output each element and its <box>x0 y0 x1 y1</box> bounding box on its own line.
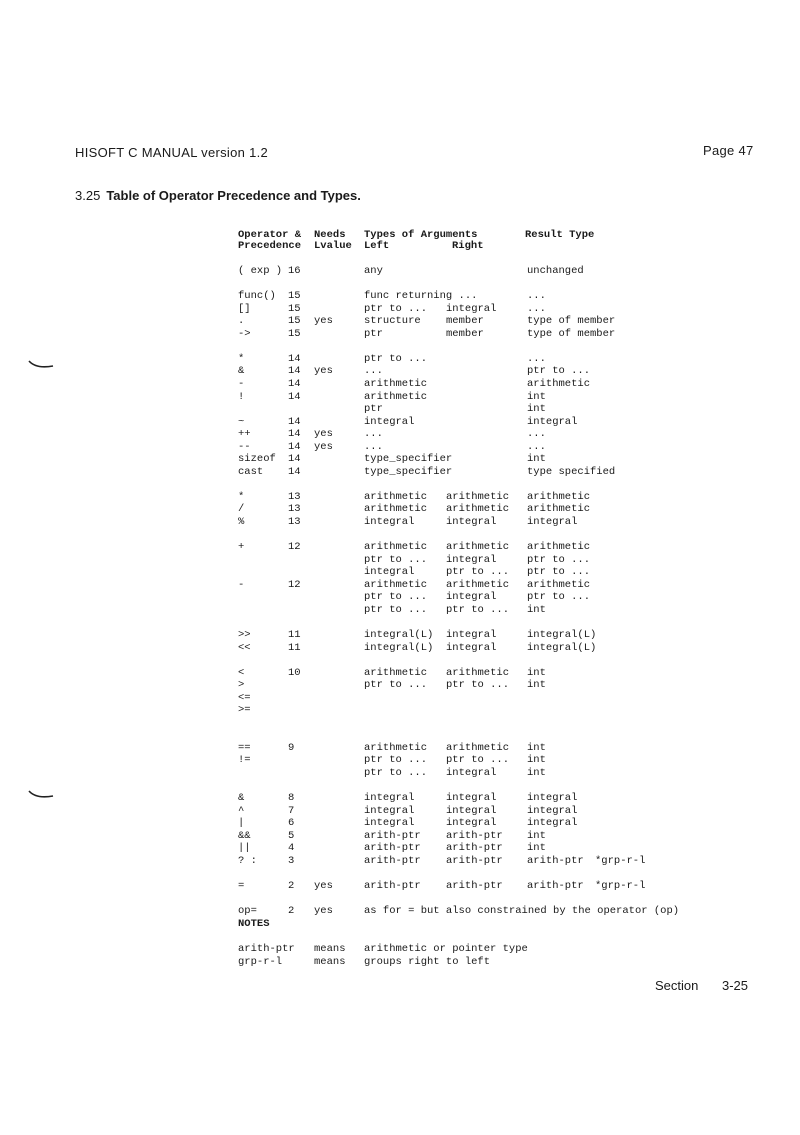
table-row <box>0 830 800 843</box>
table-row <box>0 365 800 378</box>
left-type-cell: ptr to ... <box>364 591 428 604</box>
result-type-cell: type specified <box>527 465 616 478</box>
operator-cell: ++ <box>238 428 251 441</box>
result-type-cell: integral(L) <box>527 628 597 641</box>
result-type-cell: int <box>527 453 546 466</box>
lvalue-cell: yes <box>314 428 333 441</box>
right-type-cell: arithmetic <box>446 578 510 591</box>
precedence-cell: 14 <box>288 428 301 441</box>
result-type-cell: type of member <box>527 315 616 328</box>
operator-cell: = <box>238 879 245 892</box>
right-type-cell: integral <box>446 628 497 641</box>
right-type-cell: integral <box>446 641 497 654</box>
right-type-cell: ptr to ... <box>446 754 510 767</box>
precedence-cell: 15 <box>288 290 301 303</box>
operator-cell: op= <box>238 905 257 918</box>
table-row <box>0 303 800 316</box>
precedence-cell: 3 <box>288 854 295 867</box>
margin-mark <box>28 790 54 800</box>
precedence-cell: 7 <box>288 804 295 817</box>
left-type-cell: integral <box>364 516 415 528</box>
header-operator: Operator & <box>238 229 302 241</box>
table-row <box>0 792 800 805</box>
table-row <box>0 817 800 830</box>
table-row <box>0 516 800 529</box>
operator-cell: cast <box>238 465 264 478</box>
result-type-cell: arith-ptr <box>527 879 584 892</box>
header-left: Left <box>364 240 390 252</box>
right-type-cell: arithmetic <box>446 503 510 516</box>
notes-heading: NOTES <box>238 918 270 930</box>
operator-cell: & <box>238 792 245 805</box>
left-type-cell: arith-ptr <box>364 879 421 892</box>
left-type-cell: integral <box>364 817 415 830</box>
right-type-cell: ptr to ... <box>446 566 510 579</box>
table-row <box>0 315 800 328</box>
left-type-cell: integral(L) <box>364 628 434 641</box>
result-type-cell: arith-ptr <box>527 854 584 867</box>
lvalue-cell: yes <box>314 365 333 378</box>
operator-cell: / <box>238 503 245 516</box>
result-type-cell: ... <box>527 290 546 303</box>
result-type-cell: type of member <box>527 327 616 340</box>
result-type-cell: int <box>527 754 546 767</box>
lvalue-cell: yes <box>314 315 333 328</box>
left-type-cell: ptr to ... <box>364 767 428 779</box>
table-row <box>0 855 800 868</box>
section-title: Table of Operator Precedence and Types. <box>106 188 361 203</box>
left-type-cell: func returning ... <box>364 290 478 303</box>
result-type-cell: integral <box>527 817 578 830</box>
table-row <box>0 880 800 893</box>
operator-cell: * <box>238 352 245 365</box>
left-type-cell: ptr to ... <box>364 603 428 616</box>
table-row <box>0 416 800 429</box>
right-type-cell: integral <box>446 767 497 779</box>
precedence-cell: 4 <box>288 842 295 855</box>
precedence-cell: 5 <box>288 829 295 842</box>
result-type-cell: int <box>527 603 546 616</box>
table-row <box>0 428 800 441</box>
result-type-cell: unchanged <box>527 265 584 277</box>
operator-cell: -> <box>238 327 251 340</box>
result-type-cell: ... <box>527 302 546 315</box>
left-type-cell: integral <box>364 566 415 579</box>
margin-mark <box>28 360 54 370</box>
table-row <box>0 905 800 918</box>
operator-cell: ~ <box>238 415 245 428</box>
table-row <box>0 466 800 479</box>
header-types: Types of Arguments <box>364 229 478 241</box>
note-term: grp-r-l <box>238 955 283 968</box>
right-type-cell: arith-ptr <box>446 842 503 855</box>
table-row <box>0 604 800 617</box>
operator-cell: - <box>238 377 245 390</box>
left-type-cell: arithmetic <box>364 503 428 516</box>
note-term: arith-ptr <box>238 943 295 955</box>
table-row <box>0 667 800 680</box>
operator-cell: >> <box>238 628 251 641</box>
precedence-cell: 11 <box>288 641 301 654</box>
operator-cell: -- <box>238 440 251 453</box>
right-type-cell: member <box>446 327 484 340</box>
table-row <box>0 591 800 604</box>
table-row <box>0 491 800 504</box>
note-def: groups right to left <box>364 955 491 968</box>
table-row <box>0 629 800 642</box>
left-type-cell: ptr <box>364 403 383 416</box>
result-type-cell: integral(L) <box>527 641 597 654</box>
left-type-cell: arithmetic <box>364 377 428 390</box>
result-type-cell: integral <box>527 792 578 805</box>
precedence-cell: 13 <box>288 516 301 528</box>
table-row <box>0 290 800 303</box>
right-type-cell: arithmetic <box>446 666 510 679</box>
precedence-cell: 12 <box>288 578 301 591</box>
table-row <box>0 679 800 692</box>
left-type-cell: arithmetic <box>364 666 428 679</box>
left-type-cell: any <box>364 265 383 277</box>
result-type-cell: arithmetic <box>527 541 591 554</box>
table-row <box>0 265 800 278</box>
operator-cell: ? : <box>238 854 257 867</box>
left-type-cell: ptr to ... <box>364 679 428 692</box>
right-type-cell: integral <box>446 792 497 805</box>
right-type-cell: integral <box>446 302 497 315</box>
header-right: Right <box>452 240 484 252</box>
lvalue-cell: yes <box>314 905 333 918</box>
precedence-cell: 14 <box>288 453 301 466</box>
table-row <box>0 391 800 404</box>
result-type-cell: ptr to ... <box>527 365 591 378</box>
result-type-cell: ptr to ... <box>527 591 591 604</box>
operator-cell: [] <box>238 302 251 315</box>
table-row <box>0 403 800 416</box>
right-type-cell: integral <box>446 553 497 566</box>
precedence-cell: 14 <box>288 365 301 378</box>
result-type-cell: integral <box>527 516 578 528</box>
footer-section-number: 3-25 <box>722 978 749 993</box>
result-type-cell: ptr to ... <box>527 566 591 579</box>
left-type-cell: ptr to ... <box>364 754 428 767</box>
left-type-cell: ... <box>364 365 383 378</box>
table-row <box>0 704 800 717</box>
header-result: Result Type <box>525 229 595 241</box>
left-type-cell: integral <box>364 415 415 428</box>
table-row <box>0 503 800 516</box>
left-type-cell: ptr to ... <box>364 352 428 365</box>
right-type-cell: integral <box>446 817 497 830</box>
table-row <box>0 642 800 655</box>
table-row <box>0 566 800 579</box>
operator-cell: . <box>238 315 245 328</box>
operator-cell: ( exp ) <box>238 265 283 277</box>
right-type-cell: integral <box>446 804 497 817</box>
left-type-cell: ptr <box>364 327 383 340</box>
operator-cell: > <box>238 679 245 692</box>
result-type-cell: ptr to ... <box>527 553 591 566</box>
precedence-cell: 14 <box>288 390 301 403</box>
precedence-cell: 15 <box>288 302 301 315</box>
operator-cell: >= <box>238 704 251 717</box>
table-row <box>0 541 800 554</box>
result-type-cell: integral <box>527 415 578 428</box>
right-type-cell: arith-ptr <box>446 854 503 867</box>
left-type-cell: arithmetic <box>364 578 428 591</box>
table-row <box>0 328 800 341</box>
lvalue-cell: yes <box>314 440 333 453</box>
note-means: means <box>314 943 346 955</box>
result-type-cell: arithmetic <box>527 578 591 591</box>
precedence-cell: 14 <box>288 415 301 428</box>
right-type-cell: arith-ptr <box>446 829 503 842</box>
left-type-cell: structure <box>364 315 421 328</box>
right-type-cell: arithmetic <box>446 490 510 503</box>
result-type-cell: int <box>527 741 546 754</box>
left-type-cell: type_specifier <box>364 465 453 478</box>
operator-cell: < <box>238 666 245 679</box>
table-row <box>0 353 800 366</box>
precedence-cell: 13 <box>288 490 301 503</box>
operator-cell: == <box>238 741 251 754</box>
operator-cell: <= <box>238 691 251 704</box>
left-type-cell: ptr to ... <box>364 302 428 315</box>
result-type-cell: arithmetic <box>527 503 591 516</box>
operator-cell: && <box>238 829 251 842</box>
precedence-cell: 2 <box>288 879 295 892</box>
precedence-cell: 14 <box>288 440 301 453</box>
precedence-cell: 8 <box>288 792 295 805</box>
result-type-cell: ... <box>527 440 546 453</box>
right-type-cell: arithmetic <box>446 741 510 754</box>
result-type-cell: int <box>527 666 546 679</box>
operator-cell: + <box>238 541 245 554</box>
left-type-cell: arith-ptr <box>364 854 421 867</box>
result-type-cell: int <box>527 842 546 855</box>
left-type-cell: as for = but also constrained by the operator (op) <box>364 905 680 918</box>
left-type-cell: arithmetic <box>364 490 428 503</box>
header-needs: Needs <box>314 229 346 241</box>
left-type-cell: arithmetic <box>364 741 428 754</box>
precedence-cell: 13 <box>288 503 301 516</box>
result-type-cell: ... <box>527 428 546 441</box>
left-type-cell: ptr to ... <box>364 553 428 566</box>
precedence-cell: 12 <box>288 541 301 554</box>
table-row <box>0 742 800 755</box>
result-type-cell: arithmetic <box>527 377 591 390</box>
table-row <box>0 441 800 454</box>
right-type-cell: integral <box>446 591 497 604</box>
operator-cell: func() <box>238 290 276 303</box>
left-type-cell: arith-ptr <box>364 829 421 842</box>
result-type-cell: arithmetic <box>527 490 591 503</box>
page-number: Page 47 <box>703 143 754 158</box>
right-type-cell: arithmetic <box>446 541 510 554</box>
operator-cell: % <box>238 516 245 528</box>
result-type-cell: integral <box>527 804 578 817</box>
section-number: 3.25 <box>75 188 101 203</box>
left-type-cell: type_specifier <box>364 453 453 466</box>
footer-section-label: Section <box>655 978 699 993</box>
operator-cell: ^ <box>238 804 245 817</box>
precedence-cell: 14 <box>288 352 301 365</box>
header-precedence: Precedence <box>238 240 302 252</box>
table-row <box>0 754 800 767</box>
left-type-cell: ... <box>364 428 383 441</box>
precedence-cell: 15 <box>288 315 301 328</box>
lvalue-cell: yes <box>314 879 333 892</box>
right-type-cell: arith-ptr <box>446 879 503 892</box>
precedence-cell: 14 <box>288 377 301 390</box>
table-row <box>0 554 800 567</box>
operator-cell: != <box>238 754 251 767</box>
left-type-cell: integral(L) <box>364 641 434 654</box>
precedence-cell: 10 <box>288 666 301 679</box>
table-row <box>0 378 800 391</box>
left-type-cell: ... <box>364 440 383 453</box>
table-row <box>0 453 800 466</box>
header-lvalue: Lvalue <box>314 240 352 252</box>
note-def: arithmetic or pointer type <box>364 943 528 955</box>
precedence-cell: 6 <box>288 817 295 830</box>
left-type-cell: integral <box>364 804 415 817</box>
grouping-cell: *grp-r-l <box>595 879 646 892</box>
right-type-cell: ptr to ... <box>446 679 510 692</box>
result-type-cell: int <box>527 829 546 842</box>
note-means: means <box>314 955 346 968</box>
result-type-cell: int <box>527 403 546 416</box>
operator-cell: sizeof <box>238 453 276 466</box>
manual-header: HISOFT C MANUAL version 1.2 <box>75 145 269 160</box>
right-type-cell: ptr to ... <box>446 603 510 616</box>
precedence-cell: 16 <box>288 265 301 277</box>
table-row <box>0 842 800 855</box>
left-type-cell: integral <box>364 792 415 805</box>
result-type-cell: int <box>527 767 546 779</box>
table-row <box>0 805 800 818</box>
result-type-cell: ... <box>527 352 546 365</box>
operator-cell: & <box>238 365 245 378</box>
precedence-cell: 11 <box>288 628 301 641</box>
precedence-cell: 2 <box>288 905 295 918</box>
table-row <box>0 692 800 705</box>
left-type-cell: arithmetic <box>364 541 428 554</box>
operator-cell: << <box>238 641 251 654</box>
operator-cell: ! <box>238 390 245 403</box>
right-type-cell: integral <box>446 516 497 528</box>
operator-cell: * <box>238 490 245 503</box>
right-type-cell: member <box>446 315 484 328</box>
operator-cell: | <box>238 817 245 830</box>
operator-cell: || <box>238 842 251 855</box>
operator-cell: - <box>238 578 245 591</box>
result-type-cell: int <box>527 679 546 692</box>
left-type-cell: arithmetic <box>364 390 428 403</box>
grouping-cell: *grp-r-l <box>595 854 646 867</box>
left-type-cell: arith-ptr <box>364 842 421 855</box>
result-type-cell: int <box>527 390 546 403</box>
precedence-cell: 9 <box>288 741 295 754</box>
table-row <box>0 767 800 780</box>
precedence-cell: 14 <box>288 465 301 478</box>
table-row <box>0 579 800 592</box>
precedence-cell: 15 <box>288 327 301 340</box>
section-heading <box>75 188 361 203</box>
